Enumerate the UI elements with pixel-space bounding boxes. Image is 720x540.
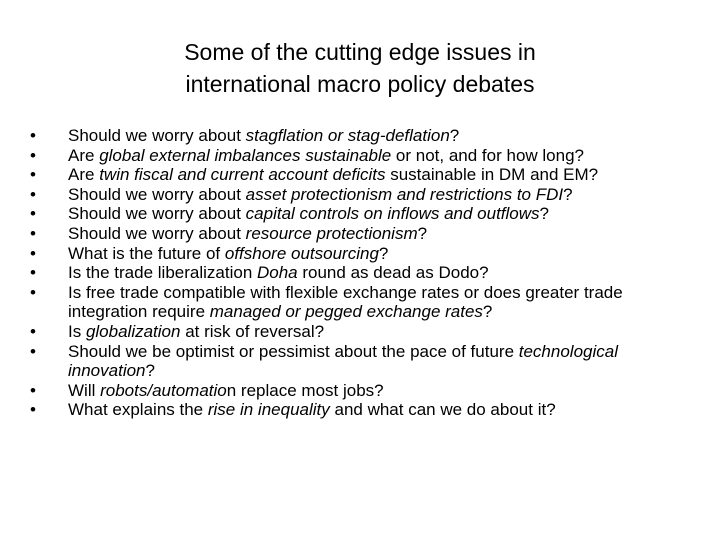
bullet-icon: • xyxy=(30,380,36,400)
bullet-icon: • xyxy=(30,341,36,361)
bullet-icon: • xyxy=(30,165,36,185)
bullet-text: What is the future of xyxy=(68,243,225,263)
bullet-text: ? xyxy=(539,204,550,224)
bullet-item xyxy=(30,283,695,322)
bullet-text: Should we be optimist or pessimist about the pace of future xyxy=(68,341,519,361)
slide-title xyxy=(60,36,660,100)
bullet-text: at risk of reversal? xyxy=(180,321,325,341)
slide-title-line-1: Some of the cutting edge issues in xyxy=(184,39,536,65)
bullet-item xyxy=(30,224,695,244)
bullet-item xyxy=(30,204,695,224)
bullet-icon: • xyxy=(30,223,36,243)
bullet-item xyxy=(30,263,695,283)
bullet-text: n replace most jobs? xyxy=(226,380,384,400)
bullet-text: ? xyxy=(378,243,389,263)
bullet-text-italic: globalization xyxy=(85,321,181,341)
bullet-text: Should we worry about xyxy=(68,126,246,145)
bullet-text: ? xyxy=(482,302,493,322)
bullet-text: Are xyxy=(68,145,100,165)
bullet-icon: • xyxy=(30,145,36,165)
bullet-icon: • xyxy=(30,400,36,420)
bullet-item xyxy=(30,381,695,401)
bullet-text-italic: robots/automatio xyxy=(100,380,227,400)
bullet-text-italic: offshore outsourcing xyxy=(224,243,379,263)
bullet-item xyxy=(30,185,695,205)
bullet-text-italic: rise in inequality xyxy=(207,400,330,420)
bullet-icon: • xyxy=(30,321,36,341)
bullet-item xyxy=(30,126,695,146)
bullet-item xyxy=(30,146,695,166)
bullet-text: What explains the xyxy=(68,400,208,420)
bullet-item xyxy=(30,342,695,381)
bullet-text: ? xyxy=(563,184,573,204)
bullet-text: and what can we do about it? xyxy=(329,400,556,420)
bullet-text: Is xyxy=(68,321,86,341)
bullet-text: round as dead as Dodo? xyxy=(297,263,489,283)
slide-title-line-2: international macro policy debates xyxy=(185,71,535,97)
bullet-text-italic: managed or pegged exchange rates xyxy=(209,302,483,322)
bullet-text-italic: capital controls on inflows and outflows xyxy=(245,204,540,224)
bullet-text: Is free trade compatible with flexible exchange rates or does greater trade integration require xyxy=(68,282,623,322)
bullet-text-italic: stagflation or stag-deflation xyxy=(245,126,450,145)
bullet-text-italic: technological innovation xyxy=(68,341,618,381)
bullet-icon: • xyxy=(30,243,36,263)
bullet-item xyxy=(30,400,695,420)
bullet-item xyxy=(30,165,695,185)
bullet-item xyxy=(30,244,695,264)
bullet-text: Are xyxy=(68,165,100,185)
bullet-text: Should we worry about xyxy=(68,184,246,204)
bullet-text: Is the trade liberalization xyxy=(68,263,257,283)
bullet-text: sustainable in DM and EM? xyxy=(385,165,599,185)
bullet-icon: • xyxy=(30,126,36,145)
bullet-text-italic: twin fiscal and current account deficits xyxy=(99,165,386,185)
bullet-text: or not, and for how long? xyxy=(391,145,584,165)
bullet-text-italic: Doha xyxy=(257,263,298,283)
bullet-text-italic: resource protectionism xyxy=(245,223,418,243)
bullet-text: ? xyxy=(449,126,460,145)
bullet-text-italic: asset protectionism and restrictions to FDI xyxy=(245,184,564,204)
bullet-text: Should we worry about xyxy=(68,223,246,243)
bullet-list xyxy=(30,126,695,420)
bullet-icon: • xyxy=(30,282,36,302)
bullet-icon: • xyxy=(30,204,36,224)
bullet-text-italic: global external imbalances sustainable xyxy=(99,145,392,165)
bullet-text: Will xyxy=(68,380,101,400)
bullet-text: Should we worry about xyxy=(68,204,246,224)
bullet-item xyxy=(30,322,695,342)
bullet-icon: • xyxy=(30,184,36,204)
bullet-text: ? xyxy=(417,223,428,243)
bullet-icon: • xyxy=(30,263,36,283)
bullet-text: ? xyxy=(145,361,155,381)
